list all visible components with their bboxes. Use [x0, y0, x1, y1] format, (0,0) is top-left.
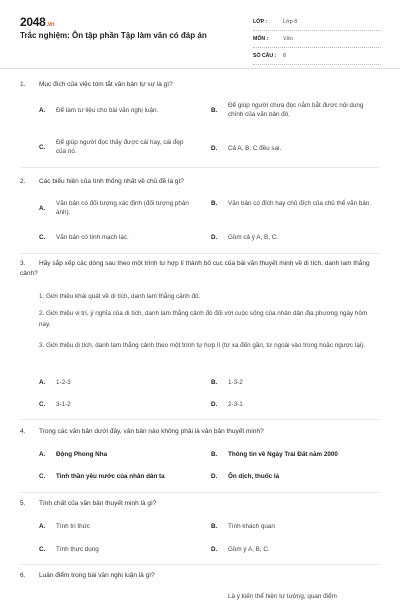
question-4-option-d[interactable]: D. Ôn dịch, thuốc lá — [211, 473, 280, 480]
question-2-option-c[interactable]: C. Văn bản có tính mạch lạc. — [39, 234, 129, 241]
question-2-option-d[interactable]: D. Gồm cả ý A, B, C. — [211, 234, 279, 241]
question-1-option-d[interactable]: D. Cả A, B, C đều sai. — [211, 145, 282, 152]
question-2-text: 2. Các biểu hiện của tính thống nhất về chủ đề là gì? — [20, 178, 184, 185]
question-2-option-a[interactable]: A. Văn bản có đối tượng xác định (đối tượng phản ánh). — [39, 200, 189, 216]
question-4-option-a[interactable]: A. Động Phong Nha — [39, 451, 108, 458]
question-3-option-d[interactable]: D. 2-3-1 — [211, 401, 243, 408]
question-3-item-1: 1. Giới thiệu khái quát về di tích, danh lam thắng cảnh đó. — [39, 293, 201, 300]
header-divider — [0, 68, 400, 69]
question-1-option-c[interactable]: C. Để giúp người đọc thấy được cái hay, cái đẹp của nó. — [39, 139, 184, 155]
question-5-option-d[interactable]: D. Gồm ý A, B, C. — [211, 546, 270, 553]
question-divider — [20, 167, 380, 168]
question-3-option-c[interactable]: C. 3-1-2 — [39, 401, 71, 408]
question-divider — [20, 564, 380, 565]
question-5-option-a[interactable]: A. Tính tri thức — [39, 523, 90, 530]
question-3-option-a[interactable]: A. 1-2-3 — [39, 379, 71, 386]
question-5-text: 5. Tính chất của văn bản thuyết minh là gì? — [20, 500, 157, 507]
question-3-item-3: 3. Giới thiệu di tích, danh lam thắng cảnh theo một trình tự hợp lí (từ xa đến gần, từ ngoài vào trong hoặc ngược lại). — [39, 342, 366, 349]
meta-row-subject: MÔN : Văn — [253, 31, 381, 48]
question-4-text: 4. Trong các văn bản dưới đây, văn bản nào không phải là văn bản thuyết minh? — [20, 428, 264, 435]
site-logo[interactable]: 2048.vn — [20, 15, 55, 29]
meta-row-count: SỐ CÂU : 8 — [253, 48, 381, 65]
question-1-option-b[interactable]: B. Để giúp người chưa đọc nắm bắt được nội dung chính của văn bản đó. — [211, 102, 364, 118]
page-title: Trắc nghiệm: Ôn tập phần Tập làm văn có đáp án — [20, 31, 207, 40]
question-divider — [20, 419, 380, 420]
page-header — [0, 0, 400, 66]
question-6-option-b[interactable]: Là ý kiến thể hiện tư tưởng, quan điểm — [228, 593, 337, 600]
question-4-option-c[interactable]: C. Tinh thần yêu nước của nhân dân ta — [39, 473, 165, 480]
question-3-item-2: 2. Giới thiệu vị trí, ý nghĩa của di tích, danh lam thắng cảnh đó đối với cuộc sống của nhân dân địa phương ngày hôm nay. — [39, 310, 368, 328]
meta-row-grade: LỚP : Lớp 8 — [253, 14, 381, 31]
question-4-option-b[interactable]: B. Thông tin về Ngày Trái Đất năm 2000 — [211, 451, 338, 458]
question-1-text: 1. Mục đích của việc tóm tắt văn bản tự sự là gì? — [20, 81, 173, 88]
question-divider — [20, 253, 380, 254]
question-divider — [20, 492, 380, 493]
quiz-meta — [253, 14, 381, 65]
question-5-option-c[interactable]: C. Tính thực dụng — [39, 546, 99, 553]
question-1-option-a[interactable]: A. Để làm tư liệu cho bài văn nghị luận. — [39, 107, 159, 114]
question-2-option-b[interactable]: B. Văn bản có đích hay chủ đích của chủ thể văn bản. — [211, 200, 372, 207]
question-3-text: 3. Hãy sắp xếp các dòng sau theo một trình tự hợp lí thành bố cục của bài văn thuyết minh về di tích, danh lam thắng cảnh? — [20, 260, 370, 277]
question-3-option-b[interactable]: B. 1-3-2 — [211, 379, 243, 386]
question-5-option-b[interactable]: B. Tính khách quan — [211, 523, 275, 530]
question-6-text: 6. Luận điểm trong bài văn nghị luận là gì? — [20, 572, 155, 579]
